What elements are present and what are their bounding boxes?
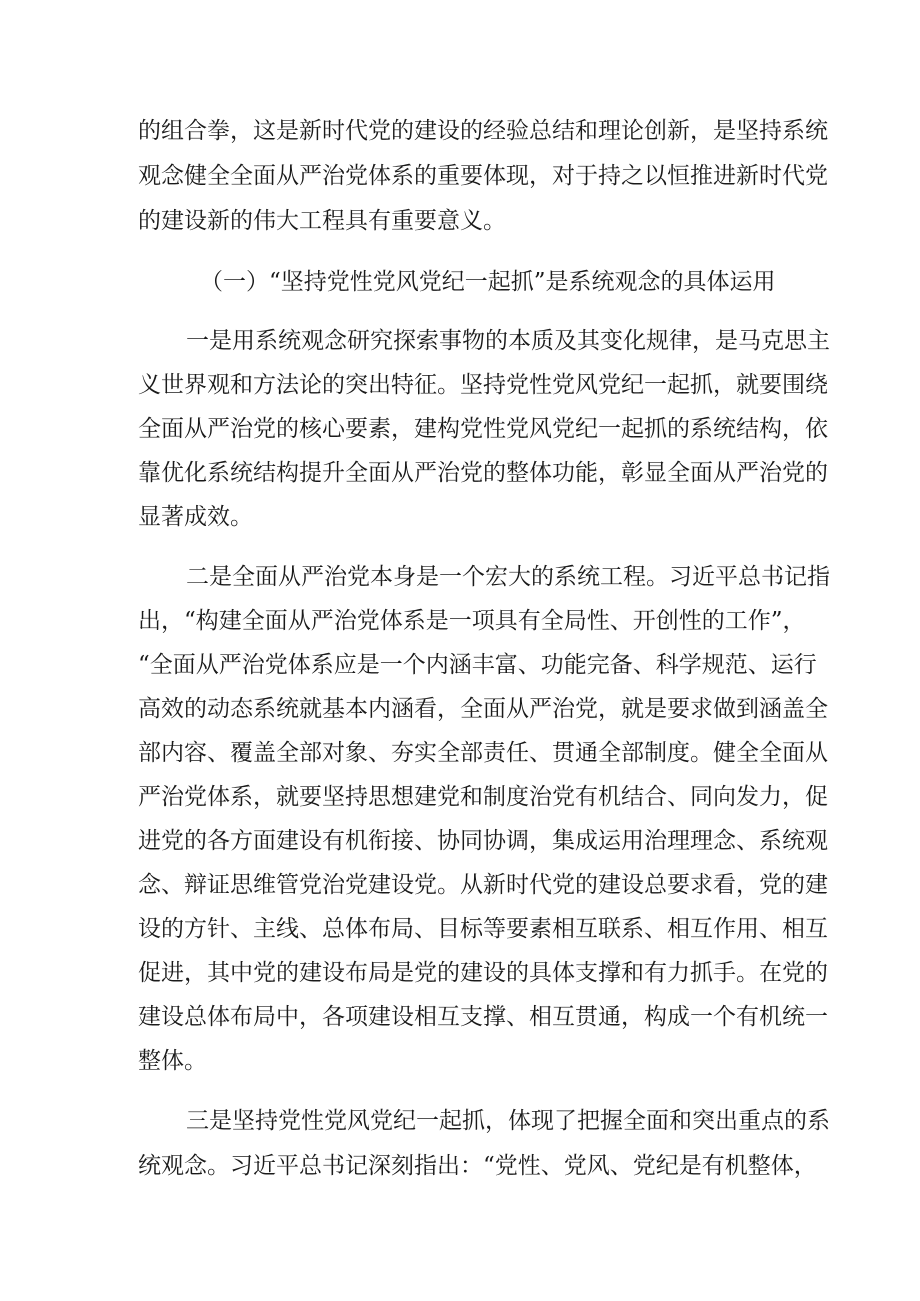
paragraph-line <box>0 601 920 641</box>
line-text: 整体。 <box>138 1048 207 1074</box>
line-text: 建设总体布局中，各项建设相互支撑、相互贯通，构成一个有机统一 <box>138 1004 828 1030</box>
line-text: 观念健全全面从严治党体系的重要体现，对于持之以恒推进新时代党 <box>138 163 828 189</box>
paragraph-line <box>0 733 920 773</box>
line-text: 出，“构建全面从严治党体系是一项具有全局性、开创性的工作”， <box>138 608 806 634</box>
line-text: 的建设新的伟大工程具有重要意义。 <box>138 208 506 234</box>
paragraph-line <box>0 497 920 537</box>
line-text: 高效的动态系统就基本内涵看，全面从严治党，就是要求做到涵盖全 <box>138 696 828 722</box>
paragraph-line <box>0 365 920 405</box>
paragraph-line <box>0 111 920 151</box>
paragraph-line <box>0 645 920 685</box>
paragraph-line <box>0 689 920 729</box>
paragraph-line <box>0 909 920 949</box>
paragraph-line <box>0 201 920 241</box>
line-text: “全面从严治党体系应是一个内涵丰富、功能完备、科学规范、运行 <box>138 652 817 678</box>
heading-text: （一）“坚持党性党风党纪一起抓”是系统观念的具体运用 <box>200 269 776 295</box>
paragraph-line <box>0 1146 920 1186</box>
line-text: 进党的各方面建设有机衔接、协同协调，集成运用治理理念、系统观 <box>138 828 828 854</box>
line-text: 严治党体系，就要坚持思想建党和制度治党有机结合、同向发力，促 <box>138 784 828 810</box>
paragraph-line <box>0 953 920 993</box>
line-text: 设的方针、主线、总体布局、目标等要素相互联系、相互作用、相互 <box>138 916 828 942</box>
line-text: 三是坚持党性党风党纪一起抓，体现了把握全面和突出重点的系 <box>186 1108 830 1134</box>
line-text: 念、辩证思维管党治党建设党。从新时代党的建设总要求看，党的建 <box>138 872 828 898</box>
paragraph-line <box>0 453 920 493</box>
paragraph-line <box>0 156 920 196</box>
paragraph-line <box>0 997 920 1037</box>
line-text: 全面从严治党的核心要素，建构党性党风党纪一起抓的系统结构，依 <box>138 416 828 442</box>
paragraph-line <box>0 409 920 449</box>
line-text: 显著成效。 <box>138 504 253 530</box>
paragraph-line <box>0 777 920 817</box>
paragraph-line <box>0 321 920 361</box>
line-text: 二是全面从严治党本身是一个宏大的系统工程。习近平总书记指 <box>186 564 830 590</box>
line-text: 促进，其中党的建设布局是党的建设的具体支撑和有力抓手。在党的 <box>138 960 828 986</box>
line-text: 统观念。习近平总书记深刻指出：“党性、党风、党纪是有机整体， <box>138 1153 817 1179</box>
line-text: 部内容、覆盖全部对象、夯实全部责任、贯通全部制度。健全全面从 <box>138 740 828 766</box>
paragraph-line <box>0 821 920 861</box>
paragraph-line <box>0 1041 920 1081</box>
line-text: 的组合拳，这是新时代党的建设的经验总结和理论创新，是坚持系统 <box>138 118 828 144</box>
paragraph-line <box>0 557 920 597</box>
paragraph-line <box>0 865 920 905</box>
paragraph-line <box>0 1101 920 1141</box>
line-text: 靠优化系统结构提升全面从严治党的整体功能，彰显全面从严治党的 <box>138 460 828 486</box>
line-text: 义世界观和方法论的突出特征。坚持党性党风党纪一起抓，就要围绕 <box>138 372 828 398</box>
section-heading <box>0 262 920 302</box>
line-text: 一是用系统观念研究探索事物的本质及其变化规律，是马克思主 <box>186 328 830 354</box>
